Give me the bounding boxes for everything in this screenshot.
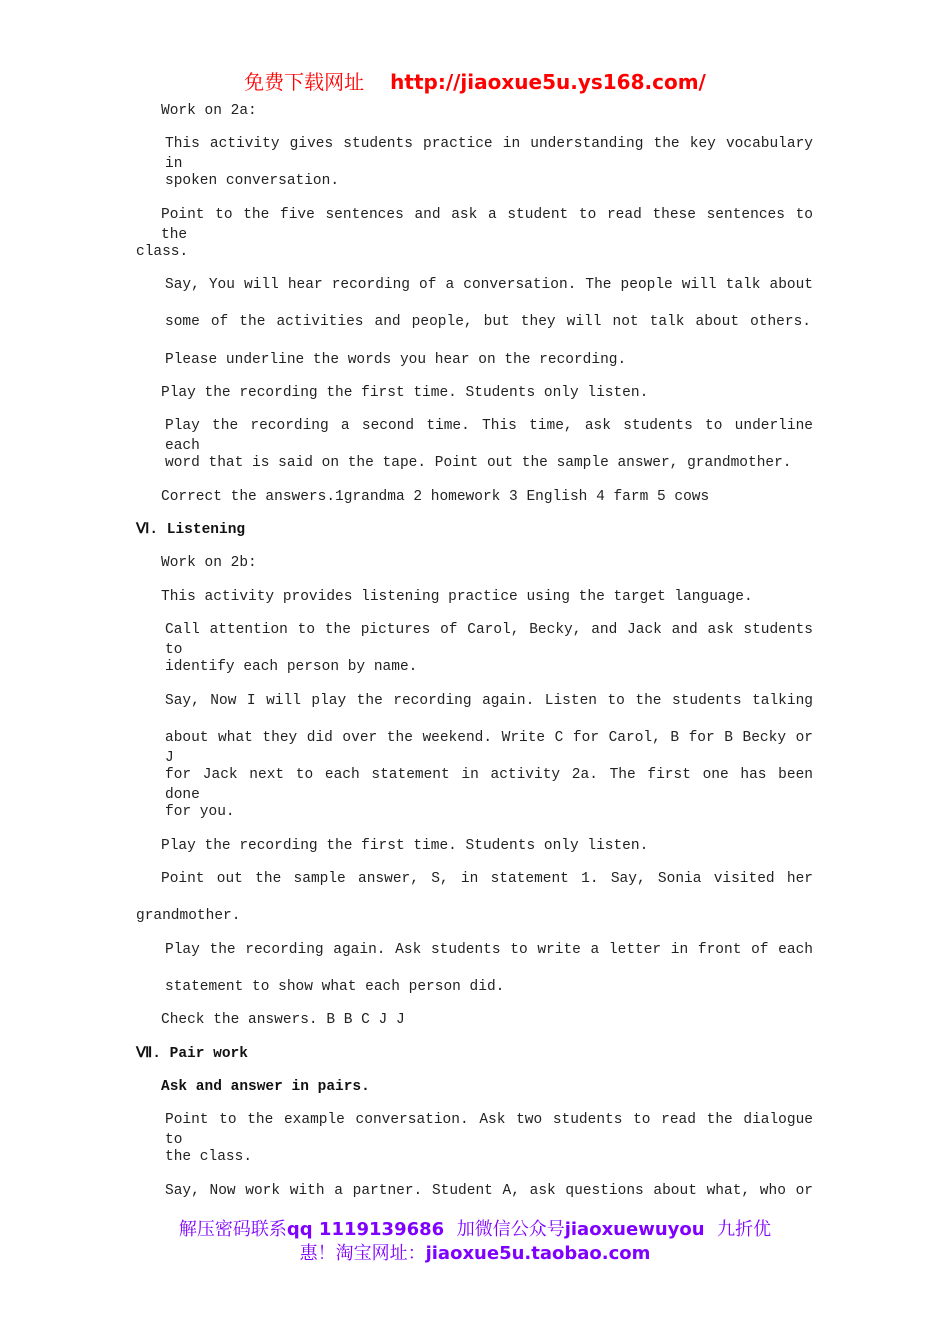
section-numeral: Ⅶ. bbox=[136, 1046, 161, 1062]
paragraph-line: some of the activities and people, but they will not talk about others. bbox=[165, 314, 811, 330]
paragraph-line: Work on 2b: bbox=[161, 555, 257, 571]
paragraph-line: Say, You will hear recording of a conversation. The people will talk about bbox=[165, 277, 813, 293]
contact-line-1 bbox=[0, 1218, 950, 1242]
section-heading-listening bbox=[136, 520, 245, 540]
paragraph-line: Point to the five sentences and ask a student to read these sentences to the bbox=[161, 207, 813, 243]
section-heading-pair-work bbox=[136, 1044, 248, 1064]
paragraph-line: Call attention to the pictures of Carol, Becky, and Jack and ask students to bbox=[165, 622, 813, 658]
qq-number: qq 1119139686 bbox=[286, 1219, 445, 1240]
wechat-account: jiaoxuewuyou bbox=[564, 1219, 705, 1240]
paragraph-line: for Jack next to each statement in activity 2a. The first one has been done bbox=[165, 767, 813, 803]
paragraph-line: Play the recording the first time. Students only listen. bbox=[161, 385, 649, 401]
paragraph-line: Play the recording the first time. Students only listen. bbox=[161, 838, 649, 854]
paragraph-line: Check the answers. B B C J J bbox=[161, 1012, 405, 1028]
section-title: Listening bbox=[166, 522, 246, 538]
paragraph-line: grandmother. bbox=[136, 908, 241, 924]
taobao-label: 惠！淘宝网址： bbox=[299, 1243, 426, 1264]
paragraph-line: Work on 2a: bbox=[161, 103, 257, 119]
contact-banner bbox=[0, 1218, 950, 1266]
download-label: 免费下载网址 bbox=[244, 70, 365, 94]
paragraph-line: Please underline the words you hear on the recording. bbox=[165, 352, 627, 368]
wechat-label: 加微信公众号 bbox=[456, 1219, 565, 1240]
paragraph-line: Play the recording again. Ask students to write a letter in front of each bbox=[165, 942, 813, 958]
taobao-url-link[interactable]: jiaoxue5u.taobao.com bbox=[425, 1243, 651, 1264]
paragraph-line: This activity gives students practice in understanding the key vocabulary in bbox=[165, 136, 813, 172]
subheading-ask-answer: Ask and answer in pairs. bbox=[161, 1079, 370, 1095]
paragraph-line: about what they did over the weekend. Write C for Carol, B for B Becky or J bbox=[165, 730, 813, 766]
paragraph-line: This activity provides listening practice using the target language. bbox=[161, 589, 753, 605]
paragraph-line: Say, Now I will play the recording again. Listen to the students talking bbox=[165, 693, 813, 709]
section-title: Pair work bbox=[169, 1046, 248, 1062]
paragraph-line: the class. bbox=[165, 1149, 253, 1165]
contact-label: 解压密码联系 bbox=[178, 1219, 287, 1240]
discount-text: 九折优 bbox=[717, 1219, 772, 1240]
paragraph-line: identify each person by name. bbox=[165, 659, 418, 675]
section-numeral: Ⅵ. bbox=[136, 522, 159, 538]
paragraph-line: Play the recording a second time. This time, ask students to underline each bbox=[165, 418, 813, 454]
paragraph-line: Point out the sample answer, S, in statement 1. Say, Sonia visited her bbox=[161, 871, 813, 887]
download-banner bbox=[0, 68, 950, 96]
paragraph-line: spoken conversation. bbox=[165, 173, 340, 189]
paragraph-line: Correct the answers.1grandma 2 homework 3 English 4 farm 5 cows bbox=[161, 489, 710, 505]
paragraph-line: statement to show what each person did. bbox=[165, 979, 505, 995]
download-url-link[interactable]: http://jiaoxue5u.ys168.com/ bbox=[390, 70, 706, 94]
paragraph-line: Say, Now work with a partner. Student A, ask questions about what, who or bbox=[165, 1183, 813, 1199]
paragraph-line: Point to the example conversation. Ask two students to read the dialogue to bbox=[165, 1112, 813, 1148]
paragraph-line: for you. bbox=[165, 804, 235, 820]
paragraph-line: word that is said on the tape. Point out the sample answer, grandmother. bbox=[165, 455, 792, 471]
paragraph-line: class. bbox=[136, 244, 189, 260]
contact-line-2 bbox=[0, 1242, 950, 1266]
